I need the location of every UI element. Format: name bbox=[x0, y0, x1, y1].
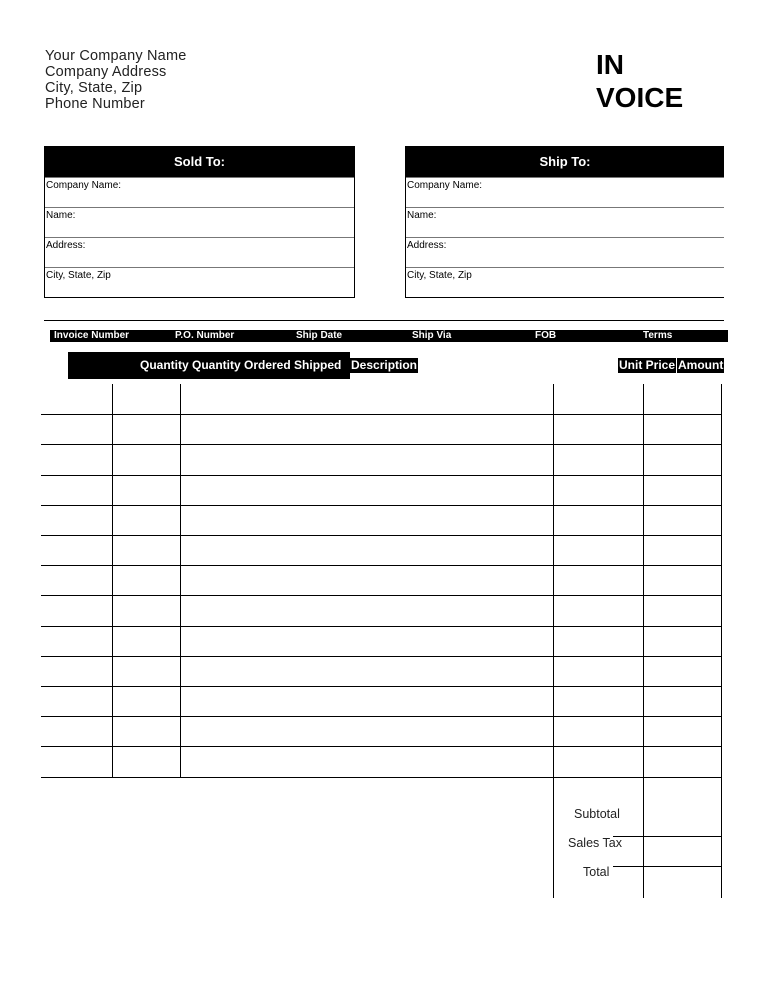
field-label: Name: bbox=[46, 210, 76, 221]
company-address: Company Address bbox=[45, 64, 167, 80]
unit-price-header: Unit Price bbox=[619, 358, 676, 372]
column-line bbox=[721, 384, 722, 898]
company-phone: Phone Number bbox=[45, 96, 145, 112]
subtotal-label: Subtotal bbox=[574, 807, 620, 821]
table-row-line bbox=[41, 535, 722, 536]
table-row-line bbox=[41, 414, 722, 415]
table-row-line bbox=[41, 686, 722, 687]
po-number-label: P.O. Number bbox=[175, 330, 235, 341]
field-label: Name: bbox=[407, 210, 437, 221]
table-row-line bbox=[41, 716, 722, 717]
ship-to-heading: Ship To: bbox=[406, 146, 724, 177]
field-label: Address: bbox=[407, 240, 447, 251]
table-row-line bbox=[41, 595, 722, 596]
column-line bbox=[180, 384, 181, 777]
field-label: City, State, Zip bbox=[407, 270, 472, 281]
field-label: Company Name: bbox=[407, 180, 483, 191]
table-row-line bbox=[41, 777, 722, 778]
company-name: Your Company Name bbox=[45, 48, 187, 64]
table-row-line bbox=[41, 565, 722, 566]
total-label: Total bbox=[583, 865, 610, 879]
field-label: Address: bbox=[46, 240, 86, 251]
totals-line bbox=[613, 836, 722, 837]
table-row-line bbox=[41, 656, 722, 657]
column-line bbox=[553, 384, 554, 898]
table-row-line bbox=[41, 626, 722, 627]
column-line bbox=[112, 384, 113, 777]
ship-date-label: Ship Date bbox=[296, 330, 343, 341]
column-line bbox=[643, 384, 644, 898]
sold-to-heading: Sold To: bbox=[45, 146, 354, 177]
field-label: City, State, Zip bbox=[46, 270, 111, 281]
table-row-line bbox=[41, 475, 722, 476]
totals-line bbox=[613, 866, 722, 867]
qty-header-label: Quantity Quantity Ordered Shipped bbox=[140, 358, 342, 372]
sales-tax-label: Sales Tax bbox=[568, 836, 622, 850]
amount-header: Amount bbox=[678, 358, 724, 372]
ship-via-label: Ship Via bbox=[412, 330, 452, 341]
table-row-line bbox=[41, 444, 722, 445]
invoice-number-label: Invoice Number bbox=[54, 330, 130, 341]
description-header: Description bbox=[351, 358, 418, 372]
title-line-2: VOICE bbox=[596, 82, 684, 113]
table-row-line bbox=[41, 505, 722, 506]
table-row-line bbox=[41, 746, 722, 747]
company-city-state-zip: City, State, Zip bbox=[45, 80, 143, 96]
terms-label: Terms bbox=[643, 330, 673, 341]
fob-label: FOB bbox=[535, 330, 557, 341]
field-label: Company Name: bbox=[46, 180, 122, 191]
title-line-1: IN bbox=[596, 49, 624, 80]
